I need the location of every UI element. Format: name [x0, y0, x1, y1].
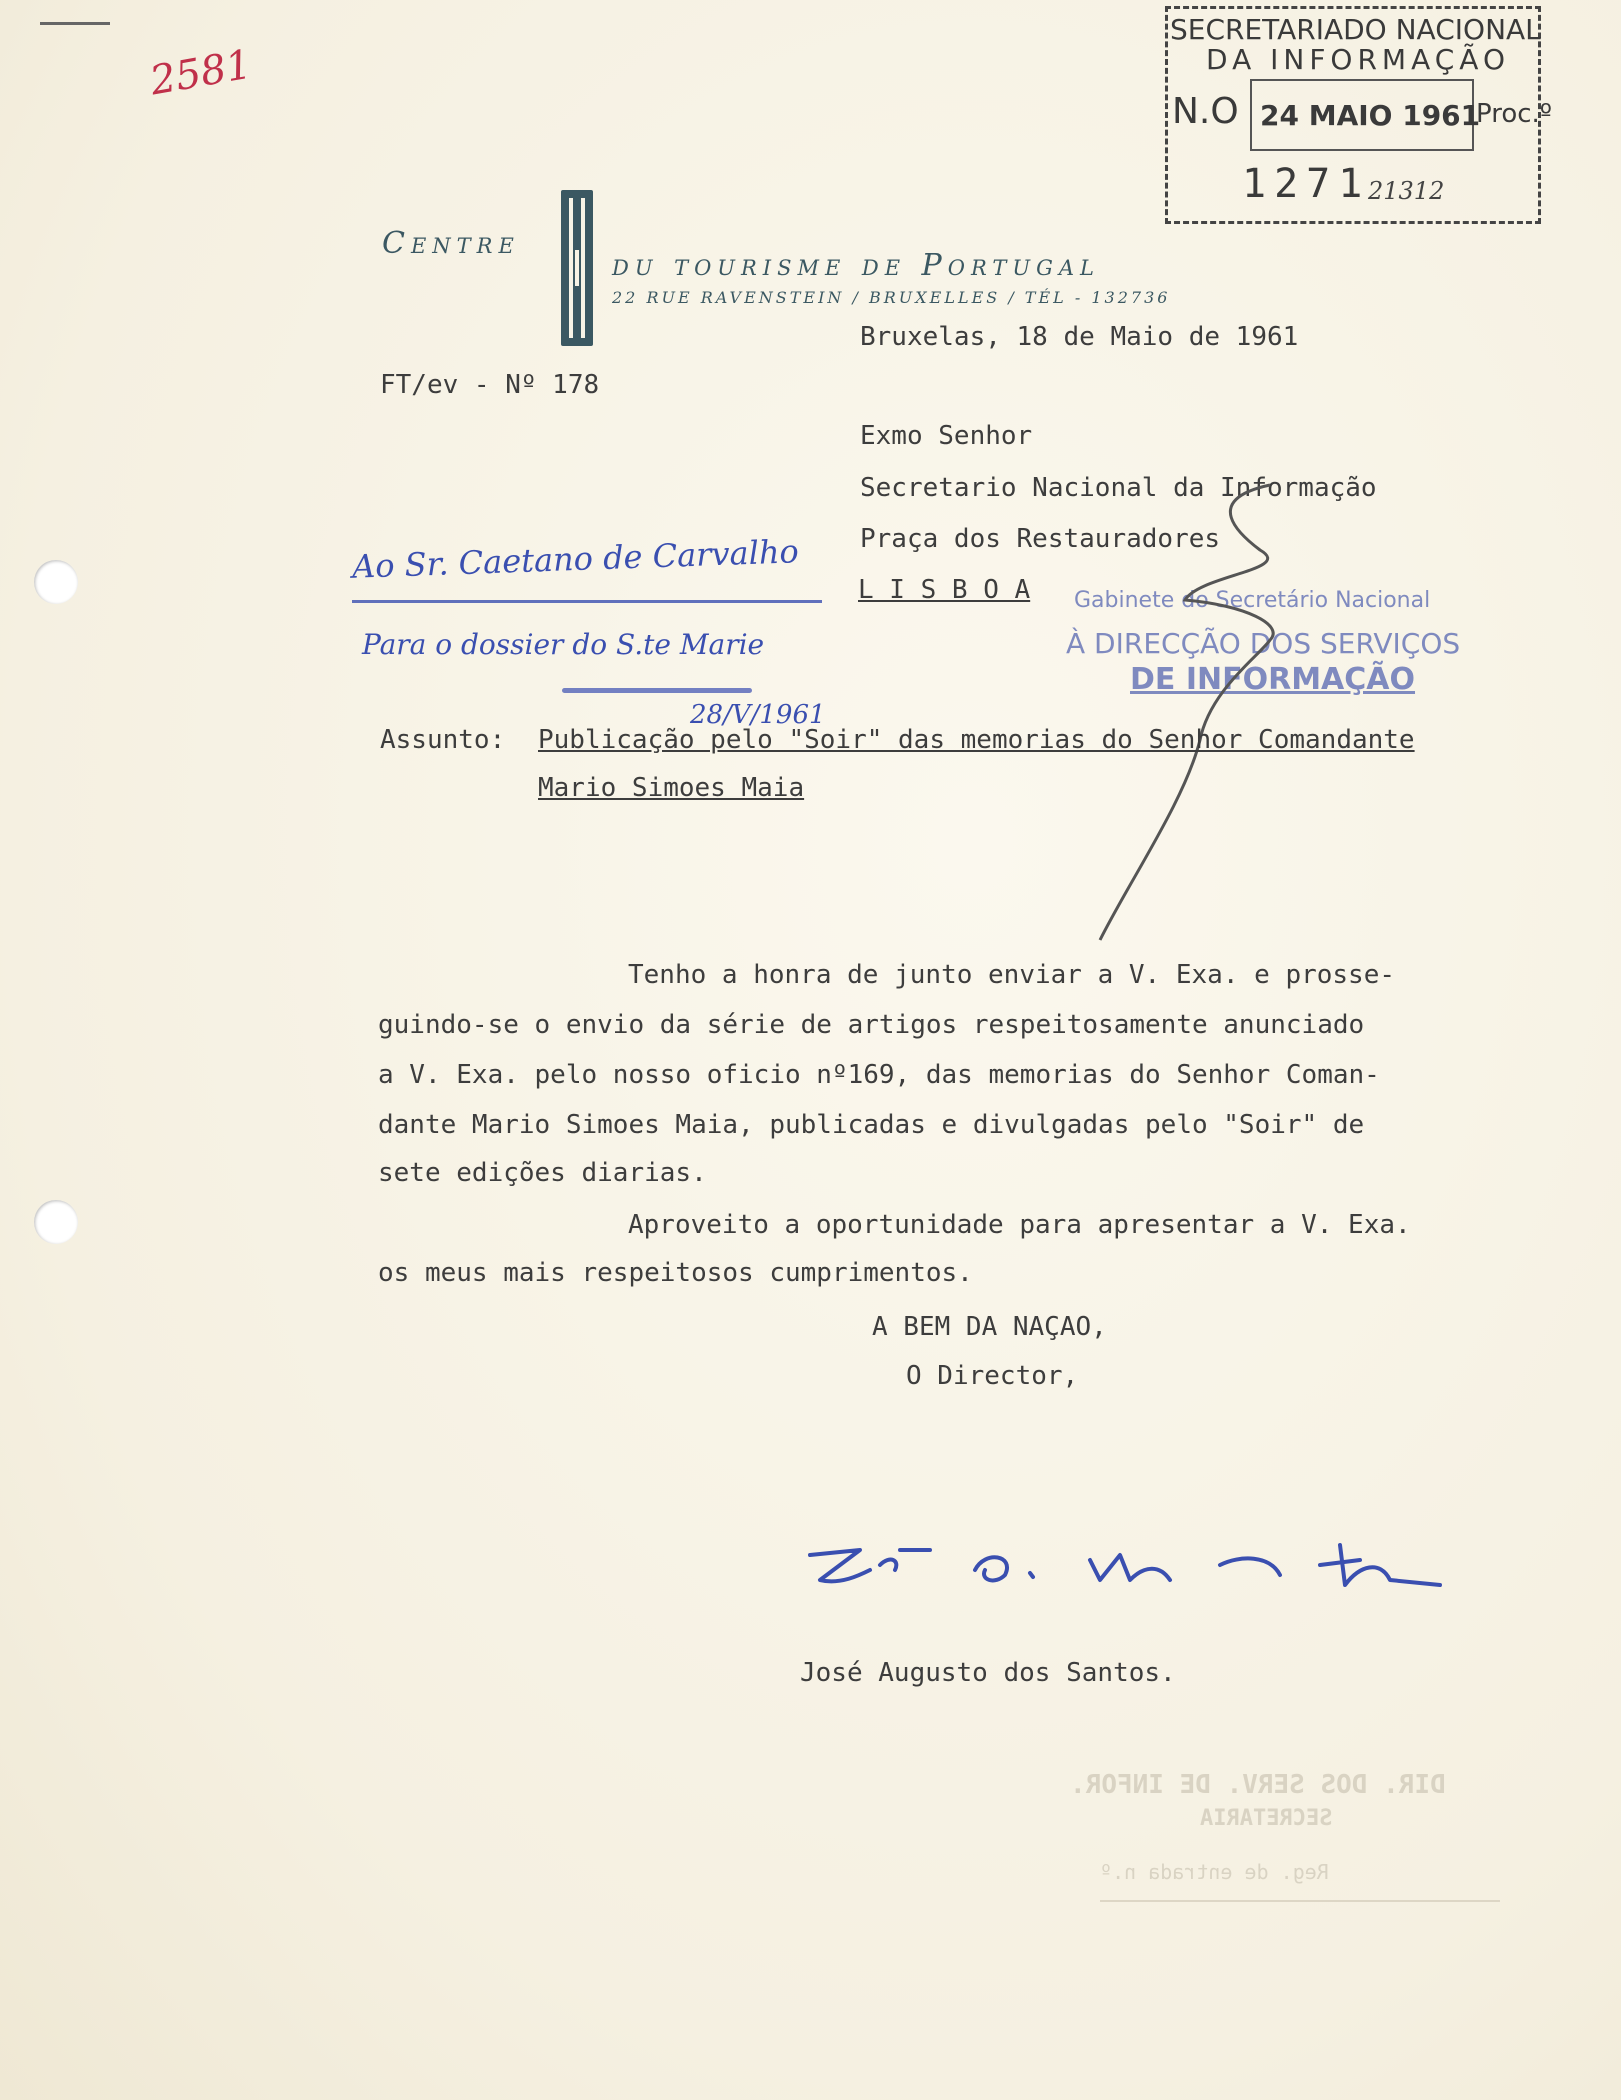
reception-stamp — [1165, 6, 1553, 224]
pencil-dash — [40, 22, 110, 25]
subject-line-2: Mario Simoes Maia — [538, 773, 805, 803]
routing-stamp-line1: Gabinete do Secretário Nacional — [1074, 588, 1431, 613]
binder-hole-top — [34, 560, 78, 604]
letterhead-centre: Centre — [382, 226, 520, 261]
signatory-name: José Augusto dos Santos. — [800, 1658, 1176, 1688]
signature — [800, 1525, 1460, 1615]
letterhead-logo — [561, 190, 593, 346]
handwritten-scribble-initials — [562, 688, 752, 693]
recipient-line-2: Secretario Nacional da Informação — [860, 473, 1377, 503]
reception-stamp-date: 24 MAIO 1961 — [1260, 99, 1481, 132]
body-line-2: guindo-se o envio da série de artigos respeitosamente anunciado — [378, 1010, 1365, 1040]
place-date: Bruxelas, 18 de Maio de 1961 — [860, 322, 1299, 352]
closing-line-1: A BEM DA NAÇAO, — [872, 1312, 1107, 1342]
subject-line-1: Publicação pelo "Soir" das memorias do Senhor Comandante — [538, 725, 1415, 755]
routing-stamp-line2: À DIRECÇÃO DOS SERVIÇOS — [1066, 627, 1461, 660]
closing-line-2: O Director, — [906, 1361, 1079, 1391]
body-line-4: dante Mario Simoes Maia, publicadas e divulgadas pelo "Soir" de — [378, 1110, 1365, 1140]
reference-number: FT/ev - Nº 178 — [380, 370, 600, 400]
reception-stamp-title2: DA INFORMAÇÃO — [1206, 43, 1510, 76]
faded-stamp-rule — [1100, 1900, 1500, 1902]
pencil-annotation — [1090, 480, 1330, 950]
body-line-6: Aproveito a oportunidade para apresentar a V. Exa. — [628, 1210, 1411, 1240]
binder-hole-bottom — [34, 1200, 78, 1244]
reception-stamp-title1: SECRETARIADO NACIONAL — [1170, 13, 1541, 46]
body-line-5: sete edições diarias. — [378, 1158, 707, 1188]
handwritten-note-date: 28/V/1961 — [690, 700, 826, 730]
reception-stamp-number: 1271 — [1242, 161, 1371, 207]
recipient-line-3: Praça dos Restauradores — [860, 524, 1221, 554]
reception-stamp-no-label: N.O — [1172, 91, 1239, 132]
faded-stamp-line2: SECRETARIA — [1200, 1806, 1333, 1831]
routing-stamp-line3: DE INFORMAÇÃO — [1130, 662, 1416, 697]
letterhead-title: du tourisme de Portugal — [612, 248, 1100, 283]
subject-label: Assunto: — [380, 725, 506, 755]
reception-stamp-proc-label: Proc.º — [1476, 99, 1553, 129]
recipient-line-1: Exmo Senhor — [860, 421, 1033, 451]
handwritten-note-line2: Para o dossier do S.te Marie — [362, 628, 765, 661]
handwritten-note-line1: Ao Sr. Caetano de Carvalho — [351, 532, 800, 586]
faded-stamp-line3: Reg. de entrada n.º — [1100, 1860, 1329, 1884]
body-line-1: Tenho a honra de junto enviar a V. Exa. e prosse- — [628, 960, 1396, 990]
handwritten-reference: 2581 — [146, 41, 256, 105]
faded-stamp-line1: DIR. DOS SERV. DE INFOR. — [1070, 1770, 1446, 1800]
handwritten-note-underline — [352, 600, 822, 603]
body-line-7: os meus mais respeitosos cumprimentos. — [378, 1258, 973, 1288]
recipient-city: L I S B O A — [858, 575, 1031, 605]
reception-stamp-handwritten-number: 21312 — [1368, 177, 1445, 205]
letterhead-address: 22 RUE RAVENSTEIN / BRUXELLES / TÉL - 132736 — [612, 288, 1171, 307]
body-line-3: a V. Exa. pelo nosso oficio nº169, das memorias do Senhor Coman- — [378, 1060, 1380, 1090]
